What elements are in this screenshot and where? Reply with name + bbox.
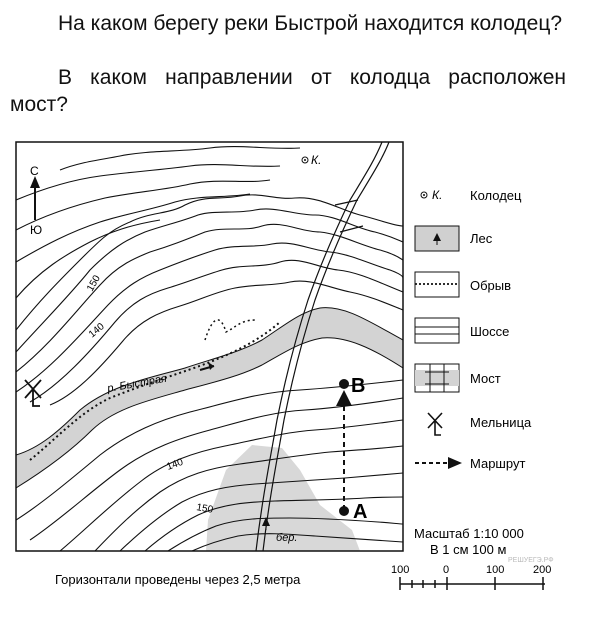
contour-interval-note: Горизонтали проведены через 2,5 метра [55, 572, 301, 587]
point-a-marker [339, 506, 349, 516]
legend-label: Обрыв [470, 278, 512, 293]
point-a-label: А [353, 501, 368, 523]
legend-forest [415, 226, 493, 251]
legend-route [415, 456, 525, 471]
legend-highway-swatch [415, 318, 459, 343]
well-label: К. [311, 153, 322, 167]
contour-label-140-north: 140 [86, 321, 107, 341]
scale-block [391, 526, 554, 590]
point-b-label: В [351, 375, 366, 397]
contour-label-150-south: 150 [195, 502, 214, 516]
legend-well [421, 188, 522, 203]
question-2: В каком направлении от колодца расположен мост? [10, 66, 566, 116]
legend-label: Шоссе [470, 324, 510, 339]
legend-label: Мельница [470, 415, 532, 430]
legend-label: Мост [470, 371, 501, 386]
legend-label: Лес [470, 231, 493, 246]
watermark: РЕШУЕГЭ.РФ [508, 557, 554, 564]
mill-icon [25, 380, 41, 406]
legend-mill-icon [428, 413, 442, 435]
compass-south-label: Ю [30, 223, 43, 237]
contour-label-150-north: 150 [85, 273, 103, 294]
scale-title: Масштаб 1:10 000 [414, 526, 524, 541]
svg-text:К.: К. [432, 188, 443, 202]
question-1: На каком берегу реки Быстрой находится колодец? [58, 12, 563, 35]
legend-label: Маршрут [470, 456, 526, 471]
scale-tick-label: 200 [533, 564, 552, 576]
scale-tick-label: 0 [443, 564, 450, 576]
legend [415, 188, 532, 471]
contour-label-140-south: 140 [165, 456, 185, 473]
compass-north-label: С [30, 164, 39, 178]
scale-tick-label: 100 [391, 564, 410, 576]
map-area [16, 142, 403, 551]
forest-label: бер. [276, 532, 298, 544]
scale-tick-label: 100 [486, 564, 505, 576]
scale-subtitle: В 1 см 100 м [430, 542, 507, 557]
legend-cliff [415, 272, 511, 297]
river-label: р. Быстрая [106, 372, 168, 395]
cliff-line-top [205, 320, 255, 340]
point-b-marker [339, 379, 349, 389]
legend-label: Колодец [470, 188, 522, 203]
compass [30, 176, 40, 220]
legend-mill [428, 413, 532, 435]
legend-bridge [415, 364, 501, 392]
scale-bar [400, 577, 545, 590]
legend-highway [415, 318, 509, 343]
